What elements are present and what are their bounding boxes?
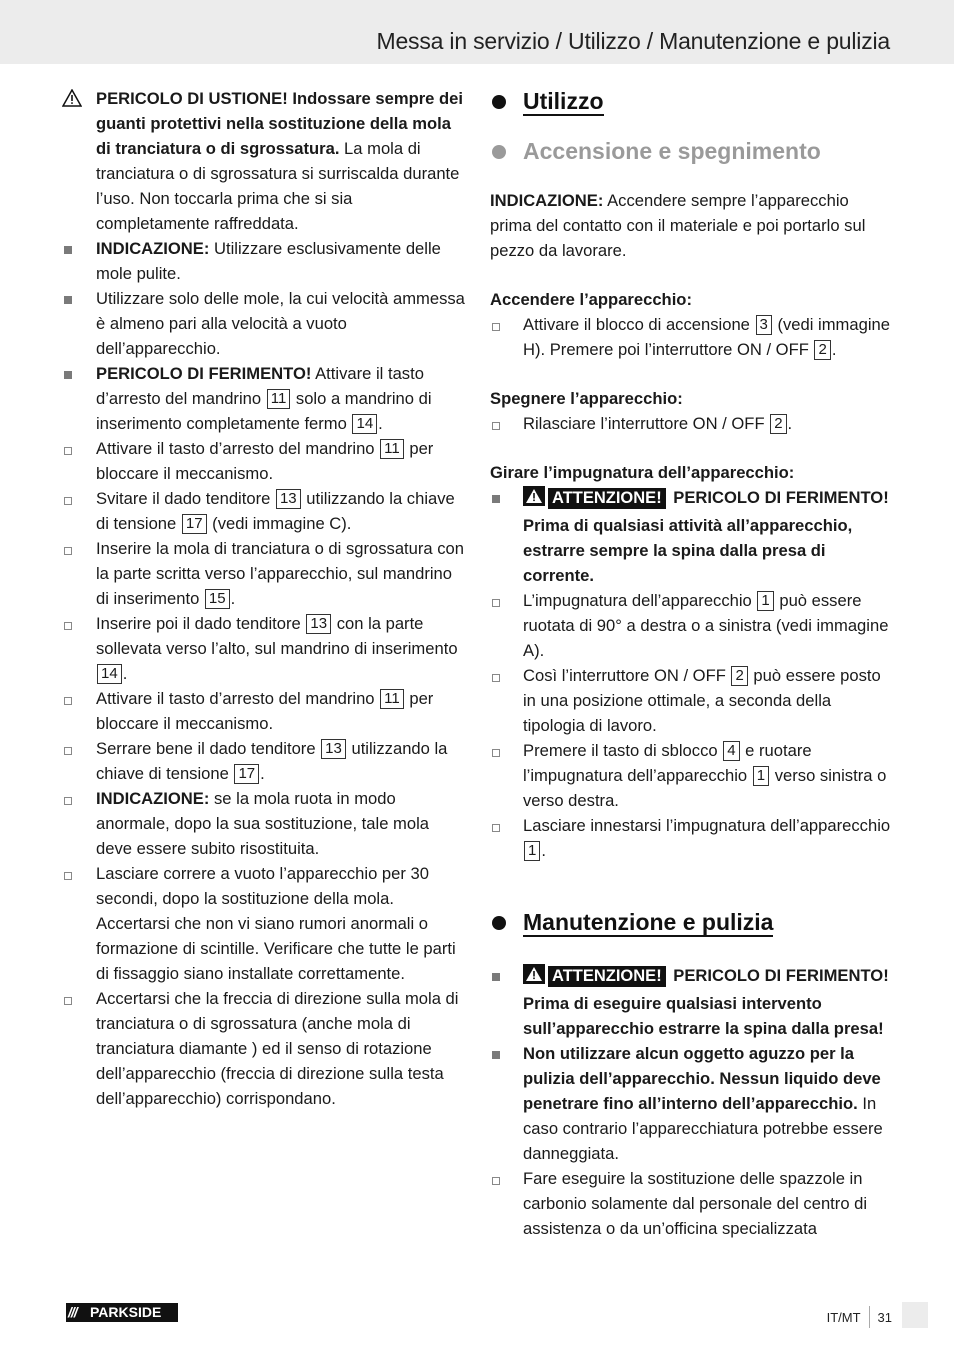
bullet-box-icon: [490, 663, 510, 688]
logo-stripes-icon: ///: [68, 1304, 77, 1320]
bullet-box-icon: [62, 861, 82, 886]
part-ref: 1: [757, 591, 773, 611]
brand-logo: /// PARKSIDE: [66, 1303, 178, 1322]
bullet-square-icon: [62, 236, 82, 261]
bullet-square-icon: [490, 485, 510, 510]
subheading-accendere: Accendere l’apparecchio:: [490, 290, 692, 309]
list-item: Inserire poi il dado tenditore 13 con la parte sollevata verso l’alto, sul mandrino di inserimento 14 .: [62, 611, 466, 686]
attention-badge: ATTENZIONE!: [548, 966, 666, 987]
bullet-box-icon: [62, 736, 82, 761]
bullet-box-icon: [62, 436, 82, 461]
bullet-box-icon: [490, 588, 510, 613]
list-item: Accertarsi che la freccia di direzione sulla mola di tranciatura o di sgrossatura (anche mola di tranciatura diamante ) ed il senso di rotazione dell’apparecchio (freccia di direzione sulla testa dell’apparecchio) corrispondano.: [62, 986, 466, 1111]
part-ref: 13: [306, 614, 331, 634]
part-ref: 11: [380, 439, 404, 459]
list-item: Così l’interruttore ON / OFF 2 può essere posto in una posizione ottimale, a seconda della tipologia di lavoro.: [490, 663, 892, 738]
bullet-dot-icon: [492, 145, 506, 159]
bullet-square-icon: [62, 286, 82, 311]
warning-icon: [62, 86, 82, 111]
part-ref: 15: [205, 589, 230, 609]
footer-tab: [902, 1302, 928, 1328]
list-item: ATTENZIONE! PERICOLO DI FERIMENTO! Prima di eseguire qualsiasi intervento sull’apparecchio estrarre la spina dalla presa!: [490, 963, 892, 1041]
section-title-manutenzione: Manutenzione e pulizia: [490, 907, 892, 937]
section-title-accensione: Accensione e spegnimento: [490, 136, 892, 166]
paragraph-indicazione: INDICAZIONE: Accendere sempre l’apparecchio prima del contatto con il materiale e poi portarlo sul pezzo da lavorare.: [490, 191, 866, 260]
bullet-box-icon: [62, 611, 82, 636]
list-item: PERICOLO DI FERIMENTO! Attivare il tasto d’arresto del mandrino 11 solo a mandrino di inserimento completamente fermo 14 .: [62, 361, 466, 436]
part-ref: 1: [524, 841, 540, 861]
list-item: Fare eseguire la sostituzione delle spazzole in carbonio solamente dal personale del centro di assistenza o da un’officina specializzata: [490, 1166, 892, 1241]
bullet-square-icon: [490, 1041, 510, 1066]
list-item: Attivare il tasto d’arresto del mandrino 11 per bloccare il meccanismo.: [62, 436, 466, 486]
list-item: Inserire la mola di tranciatura o di sgrossatura con la parte scritta verso l’apparecchio, sul mandrino di inserimento 15 .: [62, 536, 466, 611]
page-title: Messa in servizio / Utilizzo / Manutenzione e pulizia: [376, 28, 890, 54]
part-ref: 4: [723, 741, 739, 761]
bullet-square-icon: [490, 963, 510, 988]
bullet-box-icon: [490, 411, 510, 436]
right-column: [490, 86, 892, 1241]
part-ref: 17: [182, 514, 207, 534]
bullet-box-icon: [62, 686, 82, 711]
list-item: Serrare bene il dado tenditore 13 utilizzando la chiave di tensione 17 .: [62, 736, 466, 786]
bullet-box-icon: [490, 813, 510, 838]
part-ref: 3: [756, 315, 772, 335]
list-item: INDICAZIONE: Utilizzare esclusivamente delle mole pulite.: [62, 236, 466, 286]
part-ref: 2: [770, 414, 786, 434]
bullet-box-icon: [490, 1166, 510, 1191]
part-ref: 11: [380, 689, 404, 709]
bullet-dot-icon: [492, 95, 506, 109]
bullet-square-icon: [62, 361, 82, 386]
part-ref: 14: [352, 414, 377, 434]
part-ref: 2: [814, 340, 830, 360]
part-ref: 13: [276, 489, 301, 509]
left-column: [62, 86, 466, 1111]
attention-badge: ATTENZIONE!: [548, 488, 666, 509]
subheading-girare: Girare l’impugnatura dell’apparecchio:: [490, 463, 795, 482]
list-item: PERICOLO DI USTIONE! Indossare sempre dei guanti protettivi nella sostituzione della mola di tranciatura o di sgrossatura. La mola di tranciatura o di sgrossatura si surriscalda durante l’uso. Non toccarla prima che si sia completamente raffreddata.: [62, 86, 466, 236]
list-item: Premere il tasto di sblocco 4 e ruotare l’impugnatura dell’apparecchio 1 verso sinistra o verso destra.: [490, 738, 892, 813]
list-item: Lasciare innestarsi l’impugnatura dell’apparecchio 1 .: [490, 813, 892, 863]
list-item: Attivare il tasto d’arresto del mandrino 11 per bloccare il meccanismo.: [62, 686, 466, 736]
list-item: Lasciare correre a vuoto l’apparecchio per 30 secondi, dopo la sostituzione della mola. Accertarsi che non vi siano rumori anormali o formazione di scintille. Verificare che tutte le parti di fissaggio siano installate correttamente.: [62, 861, 466, 986]
bullet-box-icon: [62, 786, 82, 811]
bullet-box-icon: [62, 536, 82, 561]
bullet-box-icon: [490, 312, 510, 337]
page-footer-info: [827, 1306, 892, 1328]
divider: [869, 1306, 870, 1328]
locale-label: IT/MT: [826, 1310, 861, 1325]
part-ref: 11: [267, 389, 291, 409]
list-item: INDICAZIONE: se la mola ruota in modo anormale, dopo la sua sostituzione, tale mola deve essere subito risostituita.: [62, 786, 466, 861]
part-ref: 1: [753, 766, 769, 786]
bullet-dot-icon: [492, 916, 506, 930]
list-item: Non utilizzare alcun oggetto aguzzo per la pulizia dell’apparecchio. Nessun liquido deve penetrare fino all’interno dell’apparecchio. In caso contrario l’apparecchiatura potrebbe essere danneggiata.: [490, 1041, 892, 1166]
part-ref: 14: [97, 664, 122, 684]
list-item: Utilizzare solo delle mole, la cui velocità ammessa è almeno pari alla velocità a vuoto dell’apparecchio.: [62, 286, 466, 361]
list-item: Attivare il blocco di accensione 3 (vedi immagine H). Premere poi l’interruttore ON / OFF 2 .: [490, 312, 892, 362]
warning-icon: [523, 964, 545, 991]
part-ref: 17: [234, 764, 259, 784]
bullet-box-icon: [62, 986, 82, 1011]
section-title-utilizzo: Utilizzo: [490, 86, 892, 116]
page-header: [0, 0, 954, 64]
bullet-box-icon: [62, 486, 82, 511]
subheading-spegnere: Spegnere l’apparecchio:: [490, 389, 683, 408]
list-item: Svitare il dado tenditore 13 utilizzando la chiave di tensione 17 (vedi immagine C).: [62, 486, 466, 536]
part-ref: 2: [731, 666, 747, 686]
warning-icon: [523, 486, 545, 513]
list-item: Rilasciare l’interruttore ON / OFF 2 .: [490, 411, 892, 436]
bullet-box-icon: [490, 738, 510, 763]
page-number: 31: [877, 1310, 892, 1325]
list-item: ATTENZIONE! PERICOLO DI FERIMENTO! Prima di qualsiasi attività all’apparecchio, estrarre sempre la spina dalla presa di corrente.: [490, 485, 892, 588]
part-ref: 13: [321, 739, 346, 759]
list-item: L’impugnatura dell’apparecchio 1 può essere ruotata di 90° a destra o a sinistra (vedi immagine A).: [490, 588, 892, 663]
